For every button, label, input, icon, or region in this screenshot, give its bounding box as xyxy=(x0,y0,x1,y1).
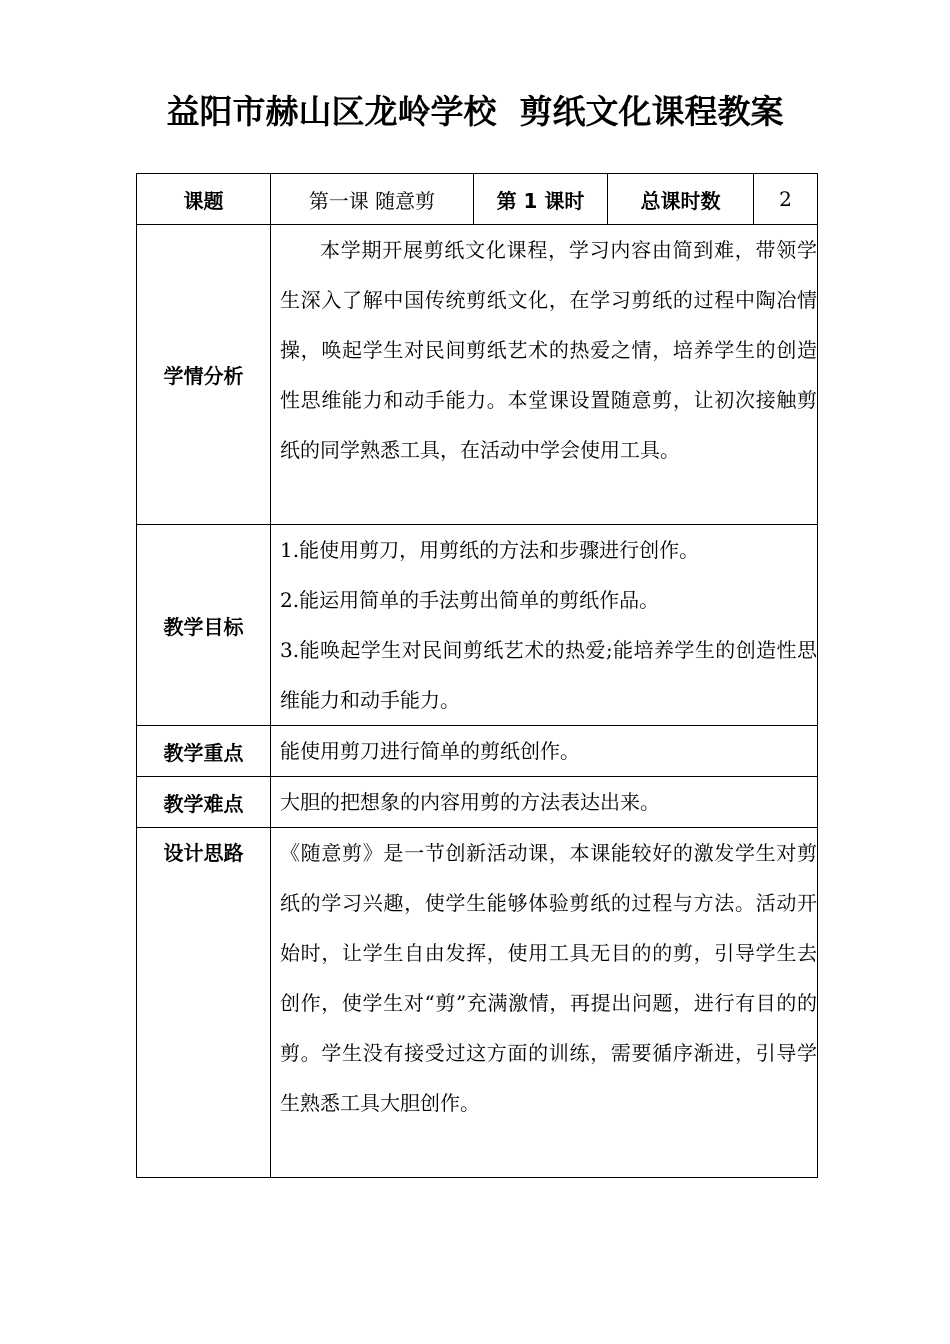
key-point-text: 能使用剪刀进行简单的剪纸创作。 xyxy=(271,726,818,777)
goals-label: 教学目标 xyxy=(137,525,271,726)
lesson-label: 第 1 课时 xyxy=(474,174,608,225)
difficulty-label: 教学难点 xyxy=(137,777,271,828)
design-label: 设计思路 xyxy=(137,828,271,1178)
difficulty-text: 大胆的把想象的内容用剪的方法表达出来。 xyxy=(271,777,818,828)
goals-row xyxy=(137,525,818,726)
total-lessons-value: 2 xyxy=(754,174,818,225)
lesson-plan-table xyxy=(136,173,818,1178)
goal-item: 2.能运用简单的手法剪出简单的剪纸作品。 xyxy=(280,588,660,612)
total-lessons-label: 总课时数 xyxy=(608,174,754,225)
goal-item: 3.能唤起学生对民间剪纸艺术的热爱;能培养学生的创造性思维能力和动手能力。 xyxy=(280,638,817,712)
goal-item: 1.能使用剪刀，用剪纸的方法和步骤进行创作。 xyxy=(280,538,700,562)
topic-label: 课题 xyxy=(137,174,271,225)
header-row xyxy=(137,174,818,225)
difficulty-row xyxy=(137,777,818,828)
analysis-label: 学情分析 xyxy=(137,225,271,525)
key-point-row xyxy=(137,726,818,777)
analysis-row xyxy=(137,225,818,525)
page-title: 益阳市赫山区龙岭学校 剪纸文化课程教案 xyxy=(166,92,784,131)
design-row xyxy=(137,828,818,1178)
analysis-text: 本学期开展剪纸文化课程，学习内容由简到难，带领学生深入了解中国传统剪纸文化，在学习剪纸的过程中陶冶情操，唤起学生对民间剪纸艺术的热爱之情，培养学生的创造性思维能力和动手能力。本堂课设置随意剪，让初次接触剪纸的同学熟悉工具，在活动中学会使用工具。 xyxy=(271,225,818,525)
key-point-label: 教学重点 xyxy=(137,726,271,777)
goals-list xyxy=(271,525,818,726)
design-text: 《随意剪》是一节创新活动课，本课能较好的激发学生对剪纸的学习兴趣，使学生能够体验剪纸的过程与方法。活动开始时，让学生自由发挥，使用工具无目的的剪，引导学生去创作，使学生对“剪”充满激情，再提出问题，进行有目的的剪。学生没有接受过这方面的训练，需要循序渐进，引导学生熟悉工具大胆创作。 xyxy=(271,828,818,1178)
topic-value: 第一课 随意剪 xyxy=(271,174,474,225)
